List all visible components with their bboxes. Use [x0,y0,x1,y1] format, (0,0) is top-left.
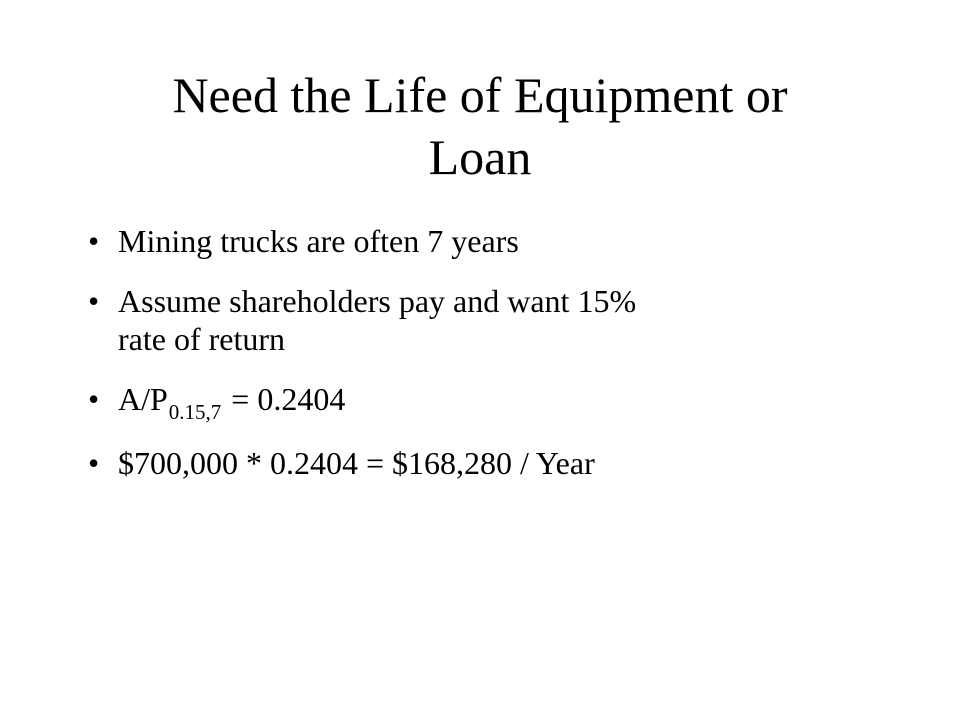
bullet-line: rate of return [118,321,286,357]
bullet-text [118,282,848,358]
bullet-item-truck-life [88,222,848,260]
bullet-dot-icon: • [88,223,100,259]
bullet-item-capital-recovery-factor [88,380,848,422]
factor-subscript: 0.15,7 [168,400,222,424]
bullet-dot-icon: • [88,381,100,417]
bullet-list [88,222,848,504]
factor-value: = 0.2404 [223,381,346,417]
bullet-item-rate-of-return [88,282,848,358]
bullet-line: $700,000 * 0.2404 = $168,280 / Year [118,445,595,481]
factor-symbol: A/P [118,381,168,417]
slide-title [80,64,880,188]
bullet-dot-icon: • [88,445,100,481]
bullet-item-annual-payment [88,444,848,482]
bullet-dot-icon: • [88,283,100,319]
slide-title-line-1: Need the Life of Equipment or [172,67,788,123]
bullet-text [118,380,848,422]
bullet-line: Mining trucks are often 7 years [118,223,519,259]
bullet-text [118,444,848,482]
bullet-text [118,222,848,260]
bullet-line: Assume shareholders pay and want 15% [118,283,637,319]
slide-title-line-2: Loan [428,129,532,185]
